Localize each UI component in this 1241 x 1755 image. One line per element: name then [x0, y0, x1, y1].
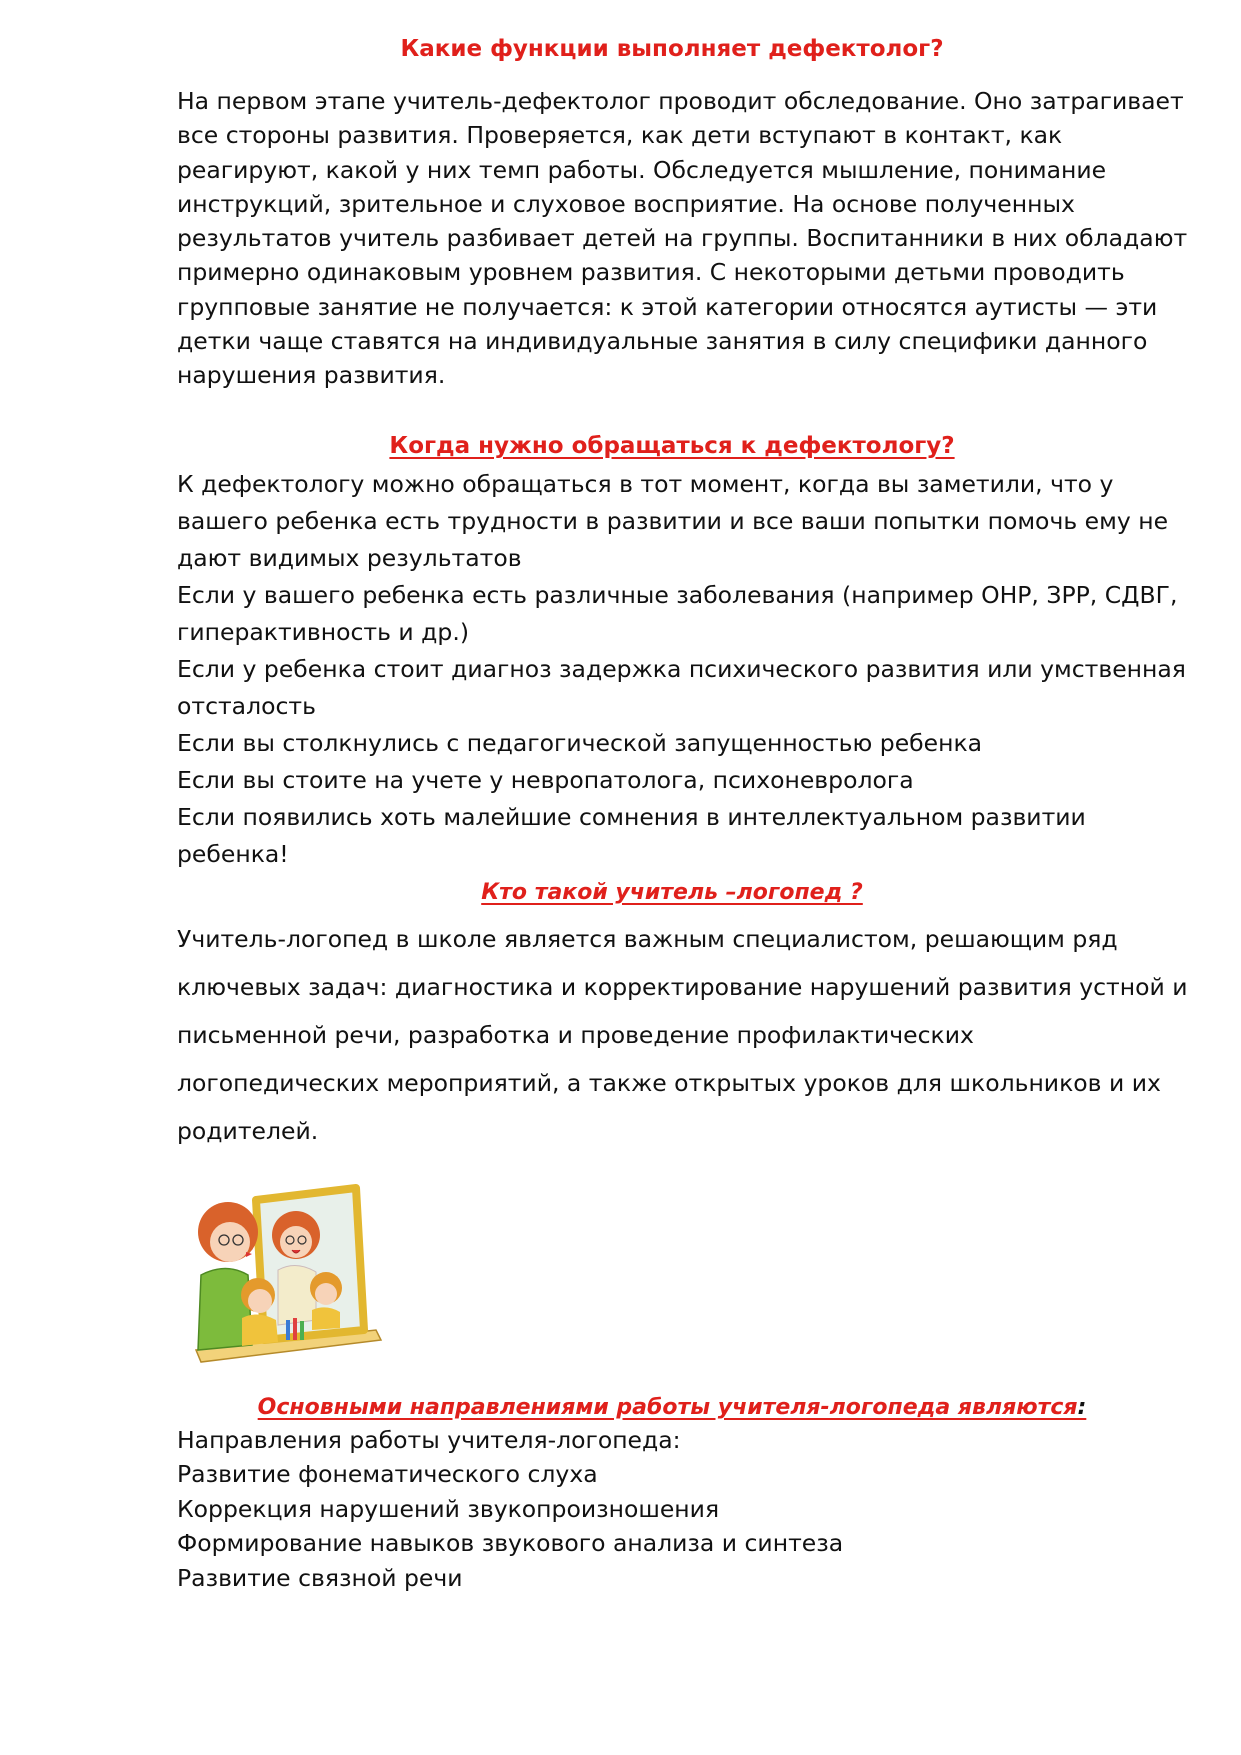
paragraph-line: групповые занятие не получается: к этой категории относятся аутисты — эти	[177, 292, 1158, 321]
list-item: Формирование навыков звукового анализа и синтеза	[177, 1529, 844, 1558]
paragraph-line: реагируют, какой у них темп работы. Обследуется мышление, понимание	[177, 155, 1107, 184]
section-4-heading-colon: :	[1077, 1395, 1087, 1420]
list-item: Коррекция нарушений звукопроизношения	[177, 1494, 720, 1523]
paragraph-line: отсталость	[177, 692, 316, 720]
list-item: Развитие фонематического слуха	[177, 1460, 598, 1489]
paragraph-line: детки чаще ставятся на индивидуальные занятия в силу специфики данного	[177, 327, 1148, 356]
paragraph-line: вашего ребенка есть трудности в развитии и все ваши попытки помочь ему не	[177, 507, 1169, 535]
paragraph-line: дают видимых результатов	[177, 544, 522, 572]
paragraph-line: нарушения развития.	[177, 361, 446, 390]
paragraph-line: Если вы столкнулись с педагогической запущенностью ребенка	[177, 729, 983, 757]
paragraph-line: На первом этапе учитель-дефектолог проводит обследование. Оно затрагивает	[177, 87, 1184, 115]
paragraph-line: логопедических мероприятий, а также открытых уроков для школьников и их	[177, 1069, 1161, 1097]
teacher-child-mirror-illustration	[186, 1180, 386, 1370]
paragraph-line: результатов учитель разбивает детей на группы. Воспитанники в них обладают	[177, 224, 1188, 253]
section-1-body	[177, 84, 1188, 393]
paragraph-line: ключевых задач: диагностика и корректирование нарушений развития устной и	[177, 973, 1188, 1001]
section-3-body	[177, 915, 1188, 1155]
paragraph-line: родителей.	[177, 1117, 319, 1145]
section-2-body	[177, 466, 1186, 873]
section-4-body	[177, 1423, 1167, 1595]
section-4-heading-text: Основными направлениями работы учителя-логопеда являются	[257, 1395, 1078, 1420]
list-item: Развитие связной речи	[177, 1563, 463, 1592]
paragraph-line: Если вы стоите на учете у невропатолога, психоневролога	[177, 766, 914, 794]
paragraph-line: ребенка!	[177, 840, 289, 868]
paragraph-line: инструкций, зрительное и слуховое восприятие. На основе полученных	[177, 189, 1075, 218]
paragraph-line: Если появились хоть малейшие сомнения в интеллектуальном развитии	[177, 803, 1086, 831]
paragraph-line: примерно одинаковым уровнем развития. С некоторыми детьми проводить	[177, 258, 1125, 287]
section-4-heading	[177, 1395, 1167, 1420]
paragraph-line: все стороны развития. Проверяется, как дети вступают в контакт, как	[177, 121, 1063, 150]
paragraph-line: Учитель-логопед в школе является важным специалистом, решающим ряд	[177, 925, 1118, 953]
paragraph-line: письменной речи, разработка и проведение профилактических	[177, 1021, 974, 1049]
section-1-heading: Какие функции выполняет дефектолог?	[400, 36, 944, 62]
section-2-heading: Когда нужно обращаться к дефектологу?	[389, 433, 955, 459]
list-item: Направления работы учителя-логопеда:	[177, 1426, 681, 1454]
section-3-heading: Кто такой учитель –логопед ?	[481, 880, 863, 905]
paragraph-line: К дефектологу можно обращаться в тот момент, когда вы заметили, что у	[177, 470, 1114, 498]
paragraph-line: гиперактивность и др.)	[177, 618, 469, 646]
paragraph-line: Если у ребенка стоит диагноз задержка психического развития или умственная	[177, 655, 1186, 683]
paragraph-line: Если у вашего ребенка есть различные заболевания (например ОНР, ЗРР, СДВГ,	[177, 581, 1178, 609]
